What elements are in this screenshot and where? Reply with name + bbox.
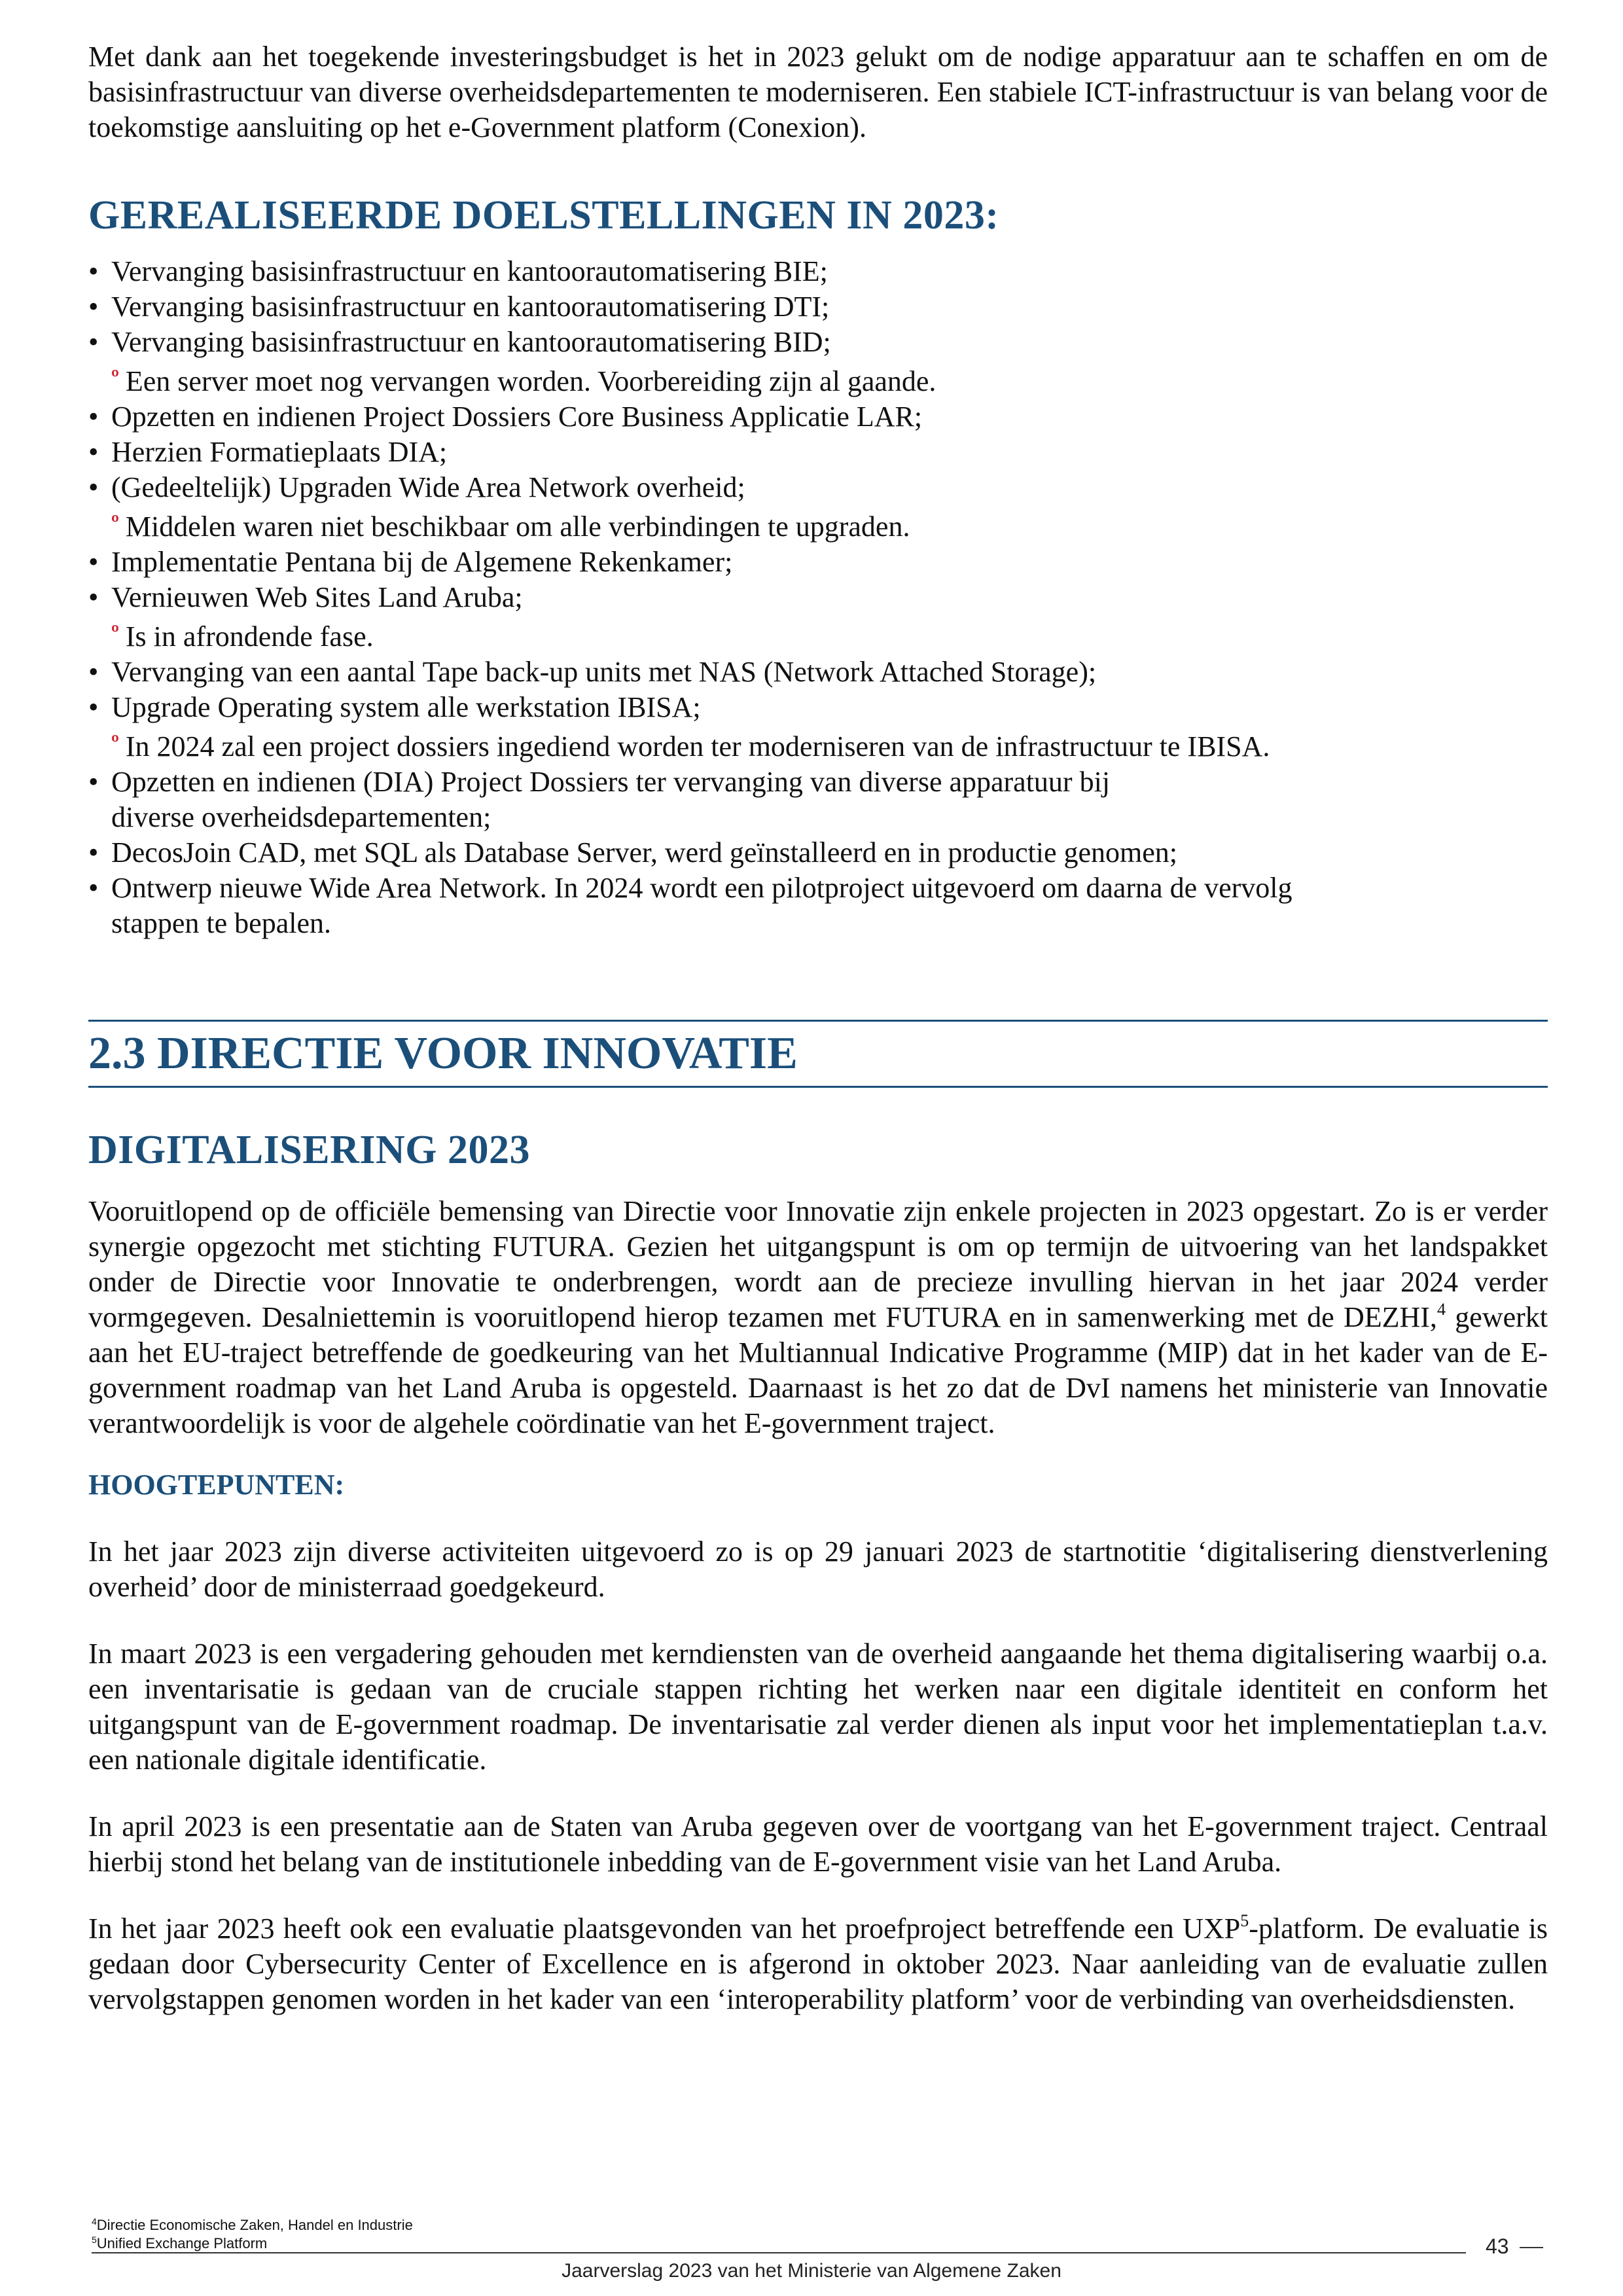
intro-paragraph: Met dank aan het toegekende investeringsbudget is het in 2023 gelukt om de nodige apparatuur aan te schaffen en om de basisinfrastructuur van diverse overheidsdepartementen te moderniseren. Een stabiele ICT-infrastructuur is van belang voor de toekomstige aansluiting op het e-Government platform (Conexion). [88,41,1548,143]
footnote-number: 5 [92,2234,97,2245]
list-item [88,254,1548,289]
list-item-text: Ontwerp nieuwe Wide Area Network. In 2024 wordt een pilotproject uitgevoerd om daarna de vervolg [111,872,1293,904]
list-item [88,470,1548,545]
bullet-icon: • [88,401,99,433]
list-item [88,325,1548,399]
list-item [88,835,1548,870]
bullet-icon: • [88,766,99,798]
list-item-text: (Gedeeltelijk) Upgraden Wide Area Network overheid; [111,471,745,503]
list-item [88,870,1548,941]
note-text: Middelen waren niet beschikbaar om alle verbindingen te upgraden. [125,511,910,543]
list-item [88,399,1548,435]
paragraph-text: In het jaar 2023 heeft ook een evaluatie plaatsgevonden van het proefproject betreffende een UXP [88,1912,1241,1945]
innovation-paragraph [88,1194,1548,1441]
bullet-icon: • [88,872,99,904]
footnotes [92,2216,413,2253]
list-item-text: Vervanging van een aantal Tape back-up units met NAS (Network Attached Storage); [111,656,1097,688]
page-number: 43 [1486,2234,1509,2258]
paragraph-text: gewerkt aan het EU-traject betreffende de goedkeuring van het Multiannual Indicative Programme (MIP) dat in het kader van de E-government roadmap van het Land Aruba is opgesteld. Daarnaast is het zo dat de DvI namens het ministerie van Innovatie verantwoordelijk is voor de algehele coördinatie van het E-government traject. [88,1301,1548,1439]
list-item [88,289,1548,325]
bullet-icon: • [88,581,99,613]
page-number-dash [1520,2247,1543,2248]
list-item-note [111,615,1548,655]
bullet-icon: • [88,656,99,688]
footnote-text: Unified Exchange Platform [96,2235,268,2251]
degree-mark-icon: º [111,510,119,536]
page-content [88,39,1548,2017]
degree-mark-icon: º [111,620,119,646]
highlight-paragraph-april: In april 2023 is een presentatie aan de Staten van Aruba gegeven over de voortgang van het E-government traject. Centraal hierbij stond het belang van de institutionele inbedding van de E-government visie van het Land Aruba. [88,1810,1548,1878]
list-item-note [111,725,1548,764]
goals-heading: GEREALISEERDE DOELSTELLINGEN IN 2023: [88,193,999,238]
paragraph-text: -platform. De evaluatie is gedaan door Cybersecurity Center of Excellence en is afgerond in oktober 2023. Naar aanleiding van de evaluatie zullen vervolgstappen genomen worden in het kader van een ‘interoperability platform’ voor de verbinding van overheidsdiensten. [88,1912,1548,2015]
footnote-ref: 4 [1436,1300,1446,1319]
list-item-continuation: stappen te bepalen. [111,907,331,939]
footer-rule [92,2252,1466,2253]
bullet-icon: • [88,471,99,503]
bullet-icon: • [88,691,99,723]
list-item [88,764,1548,835]
list-item-text: Opzetten en indienen Project Dossiers Core Business Applicatie LAR; [111,401,923,433]
footnote [92,2234,413,2253]
section-title: 2.3 DIRECTIE VOOR INNOVATIE [88,1028,798,1079]
bullet-icon: • [88,836,99,869]
digitalisering-heading: DIGITALISERING 2023 [88,1128,531,1172]
note-text: Is in afrondende fase. [125,620,374,653]
list-item-text: Herzien Formatieplaats DIA; [111,436,448,468]
list-item-text: Implementatie Pentana bij de Algemene Rekenkamer; [111,546,733,578]
degree-mark-icon: º [111,730,119,756]
footnote-text: Directie Economische Zaken, Handel en Industrie [96,2217,413,2233]
footnote-number: 4 [92,2216,97,2227]
list-item-text: Vernieuwen Web Sites Land Aruba; [111,581,523,613]
footnote-ref: 5 [1240,1911,1249,1930]
list-item-note [111,505,1548,545]
list-item-text: Vervanging basisinfrastructuur en kantoorautomatisering DTI; [111,291,830,323]
highlight-paragraph-march: In maart 2023 is een vergadering gehouden met kerndiensten van de overheid aangaande het thema digitalisering waarbij o.a. een inventarisatie is gedaan van de cruciale stappen richting het werken naar een digitale identiteit en conform het uitgangspunt van de E-government roadmap. De inventarisatie zal verder dienen als input voor het implementatieplan t.a.v. een nationale digitale identificatie. [88,1638,1548,1776]
list-item [88,655,1548,690]
list-item [88,545,1548,580]
bullet-icon: • [88,546,99,578]
highlight-paragraph-uxp [88,1911,1548,2017]
note-text: In 2024 zal een project dossiers ingediend worden ter moderniseren van de infrastructuur te IBISA. [125,730,1270,762]
list-item-note [111,360,1548,399]
footer-title: Jaarverslag 2023 van het Ministerie van Algemene Zaken [562,2260,1061,2282]
bullet-icon: • [88,255,99,287]
degree-mark-icon: º [111,365,119,391]
list-item-text: DecosJoin CAD, met SQL als Database Server, werd geïnstalleerd en in productie genomen; [111,836,1178,869]
goals-list [88,254,1548,941]
list-item-text: Vervanging basisinfrastructuur en kantoorautomatisering BIE; [111,255,828,287]
bullet-icon: • [88,326,99,358]
note-text: Een server moet nog vervangen worden. Voorbereiding zijn al gaande. [125,365,936,397]
list-item [88,435,1548,470]
bullet-icon: • [88,436,99,468]
footnote [92,2216,413,2234]
list-item [88,690,1548,764]
list-item-continuation: diverse overheidsdepartementen; [111,801,491,833]
list-item-text: Vervanging basisinfrastructuur en kantoorautomatisering BID; [111,326,831,358]
list-item-text: Upgrade Operating system alle werkstation IBISA; [111,691,701,723]
bullet-icon: • [88,291,99,323]
list-item-text: Opzetten en indienen (DIA) Project Dossiers ter vervanging van diverse apparatuur bij [111,766,1111,798]
list-item [88,580,1548,655]
paragraph-text: Vooruitlopend op de officiële bemensing van Directie voor Innovatie zijn enkele projecten in 2023 opgestart. Zo is er verder synergie opgezocht met stichting FUTURA. Gezien het uitgangspunt is om op termijn de uitvoering van het landspakket onder de Directie voor Innovatie te onderbrengen, wordt aan de precieze invulling hiervan in het jaar 2024 verder vormgegeven. Desalniettemin is vooruitlopend hierop tezamen met FUTURA en in samenwerking met de DEZHI, [88,1195,1548,1333]
highlight-paragraph-january: In het jaar 2023 zijn diverse activiteiten uitgevoerd zo is op 29 januari 2023 de startnotitie ‘digitalisering dienstverlening overheid’ door de ministerraad goedgekeurd. [88,1535,1548,1603]
highlights-heading: HOOGTEPUNTEN: [88,1469,345,1501]
